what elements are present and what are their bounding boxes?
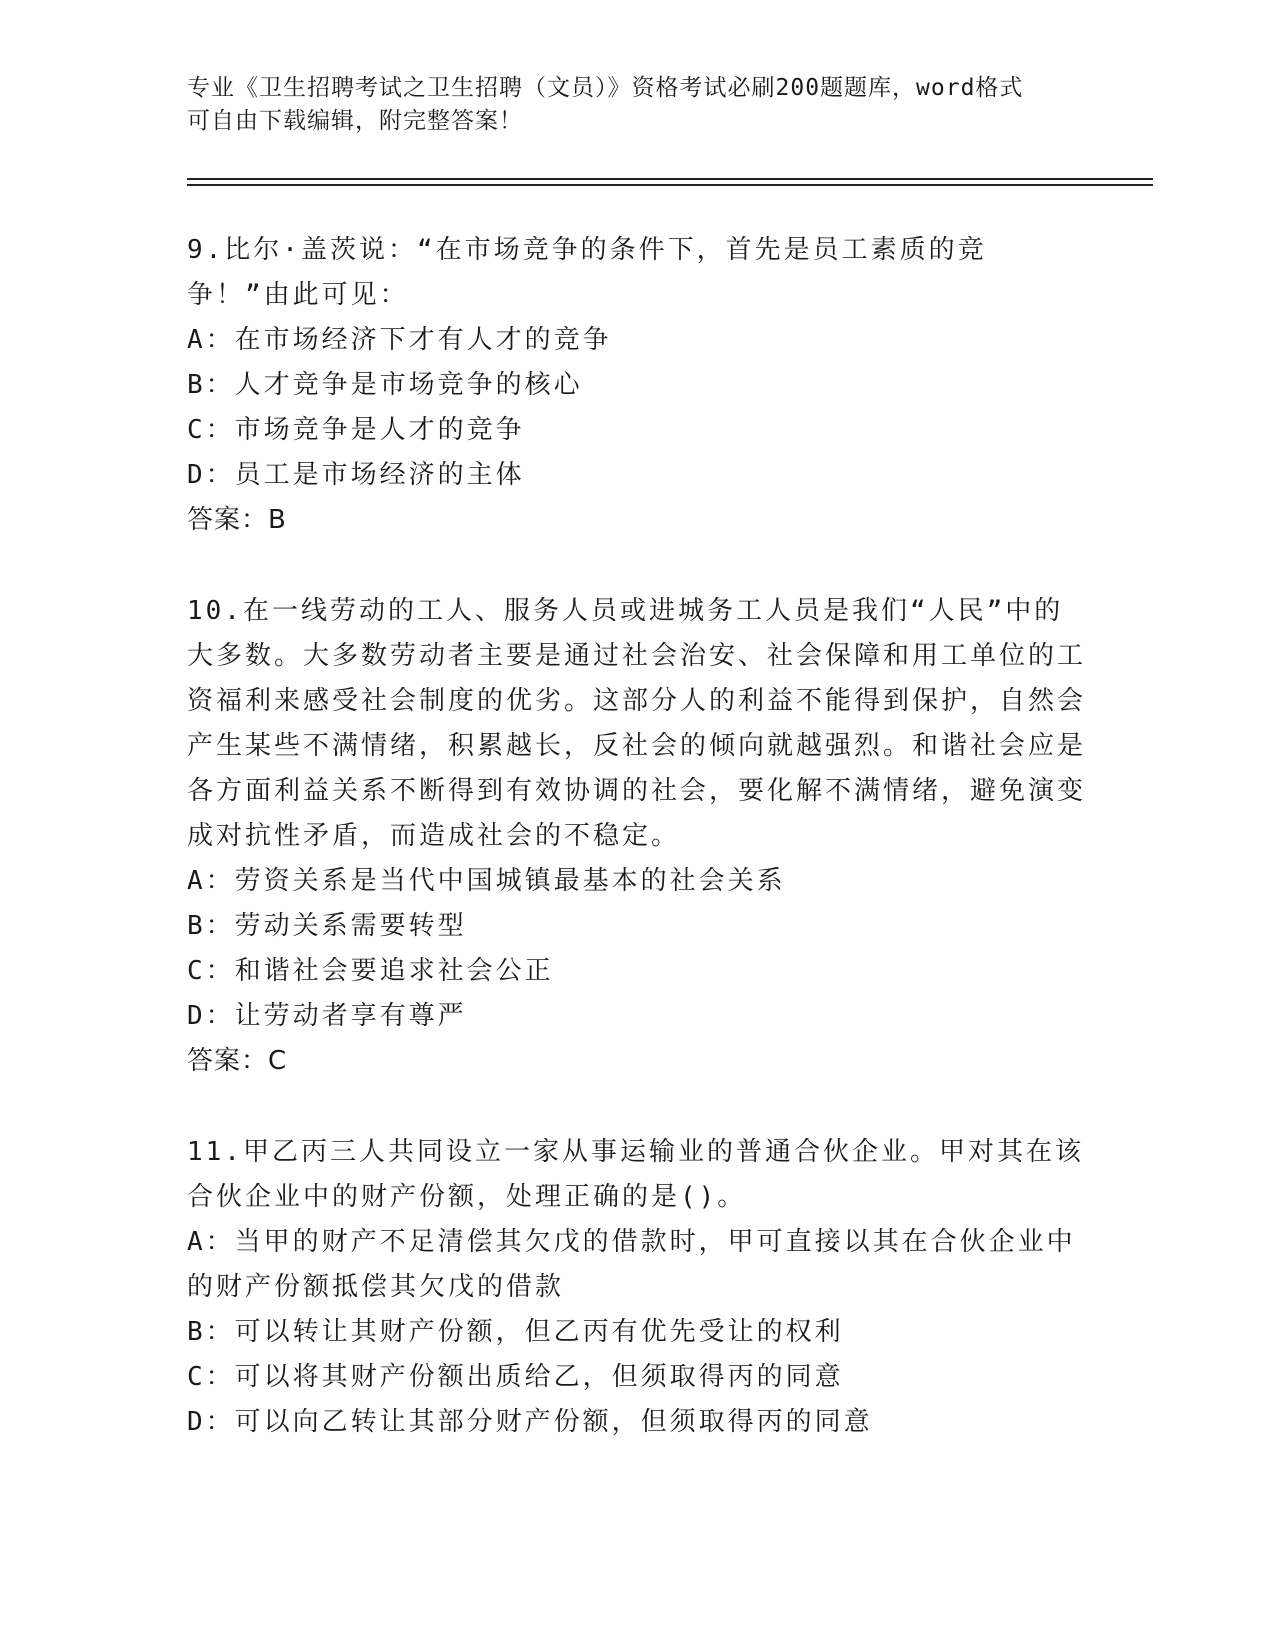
option-d: D：可以向乙转让其部分财产份额，但须取得丙的同意 — [187, 1407, 873, 1437]
header-line-2: 可自由下载编辑，附完整答案！ — [187, 108, 523, 134]
question-10 — [187, 589, 1087, 1084]
question-list — [187, 228, 1087, 1491]
option-a: A：劳资关系是当代中国城镇最基本的社会关系 — [187, 866, 786, 896]
option-b: B：人才竞争是市场竞争的核心 — [187, 370, 583, 400]
answer-line: 答案：C — [187, 1046, 288, 1076]
option-b: B：劳动关系需要转型 — [187, 911, 467, 941]
answer-line: 答案：B — [187, 505, 287, 535]
option-a: A：当甲的财产不足清偿其欠戊的借款时，甲可直接以其在合伙企业中的财产份额抵偿其欠戊的借款 — [187, 1227, 1076, 1302]
option-c: C：可以将其财产份额出质给乙，但须取得丙的同意 — [187, 1362, 844, 1392]
question-stem: 9.比尔·盖茨说：“在市场竞争的条件下，首先是员工素质的竞争！”由此可见： — [187, 235, 987, 310]
option-d: D：让劳动者享有尊严 — [187, 1001, 467, 1031]
option-d: D：员工是市场经济的主体 — [187, 460, 525, 490]
option-b: B：可以转让其财产份额，但乙丙有优先受让的权利 — [187, 1317, 844, 1347]
header-divider-bottom — [187, 184, 1153, 186]
question-9 — [187, 228, 1087, 543]
question-stem: 10.在一线劳动的工人、服务人员或进城务工人员是我们“人民”中的大多数。大多数劳动者主要是通过社会治安、社会保障和用工单位的工资福利来感受社会制度的优劣。这部分人的利益不能得到保护，自然会产生某些不满情绪，积累越长，反社会的倾向就越强烈。和谐社会应是各方面利益关系不断得到有效协调的社会，要化解不满情绪，避免演变成对抗性矛盾，而造成社会的不稳定。 — [187, 596, 1087, 851]
option-a: A：在市场经济下才有人才的竞争 — [187, 325, 612, 355]
option-c: C：市场竞争是人才的竞争 — [187, 415, 525, 445]
question-stem: 11.甲乙丙三人共同设立一家从事运输业的普通合伙企业。甲对其在该合伙企业中的财产份额，处理正确的是()。 — [187, 1137, 1084, 1212]
header-divider-top — [187, 178, 1153, 180]
header-line-1: 专业《卫生招聘考试之卫生招聘（文员）》资格考试必刷200题题库，word格式 — [187, 75, 1024, 101]
question-11 — [187, 1130, 1087, 1445]
option-c: C：和谐社会要追求社会公正 — [187, 956, 554, 986]
document-header — [187, 72, 1067, 138]
